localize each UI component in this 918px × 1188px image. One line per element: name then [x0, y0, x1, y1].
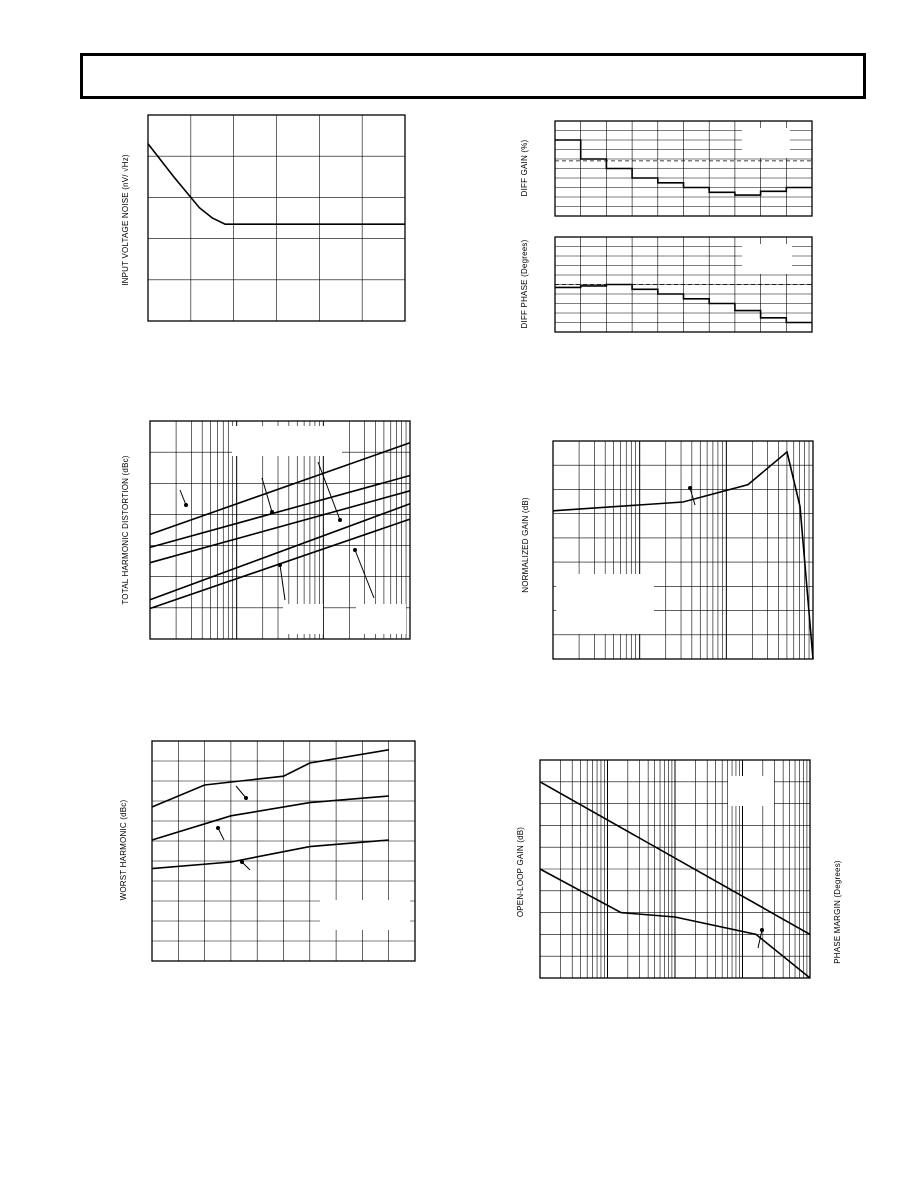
annotation-arrow [236, 786, 246, 798]
normalized_gain-ylabel: NORMALIZED GAIN (dB) [521, 497, 530, 593]
annotation-box [556, 574, 654, 634]
annotation-arrowhead [688, 486, 692, 490]
diff_gain-ylabel: DIFF GAIN (%) [520, 139, 529, 197]
thd-ylabel: TOTAL HARMONIC DISTORTION (dBc) [121, 455, 130, 605]
annotation-box [232, 426, 342, 456]
annotation-arrow [180, 490, 186, 505]
annotation-arrowhead [216, 826, 220, 830]
annotation-arrowhead [240, 860, 244, 864]
annotation-box [742, 244, 792, 274]
annotation-box [728, 776, 774, 806]
annotation-arrowhead [270, 510, 274, 514]
annotation-arrow [690, 488, 695, 505]
worst_harmonic-ylabel: WORST HARMONIC (dBc) [119, 799, 128, 901]
thd-series-line [150, 443, 410, 535]
annotation-box [742, 128, 790, 158]
annotation-box [283, 604, 323, 634]
annotation-arrow [280, 565, 285, 600]
thd-series-line [150, 476, 410, 548]
annotation-arrowhead [244, 796, 248, 800]
noise-ylabel: INPUT VOLTAGE NOISE (nV/ √Hz) [121, 154, 130, 286]
annotation-arrowhead [278, 563, 282, 567]
worst_harmonic-series-line [152, 840, 389, 869]
open_loop-y2label: PHASE MARGIN (Degrees) [833, 860, 842, 964]
worst_harmonic-series-line [152, 796, 389, 840]
annotation-arrowhead [760, 928, 764, 932]
annotation-arrow [218, 828, 224, 840]
annotation-arrowhead [338, 518, 342, 522]
diff_phase-ylabel: DIFF PHASE (Degrees) [520, 239, 529, 329]
annotation-arrowhead [184, 503, 188, 507]
annotation-box [320, 900, 410, 930]
open_loop-ylabel: OPEN-LOOP GAIN (dB) [516, 826, 525, 918]
annotation-arrowhead [353, 548, 357, 552]
annotation-box [356, 604, 406, 634]
